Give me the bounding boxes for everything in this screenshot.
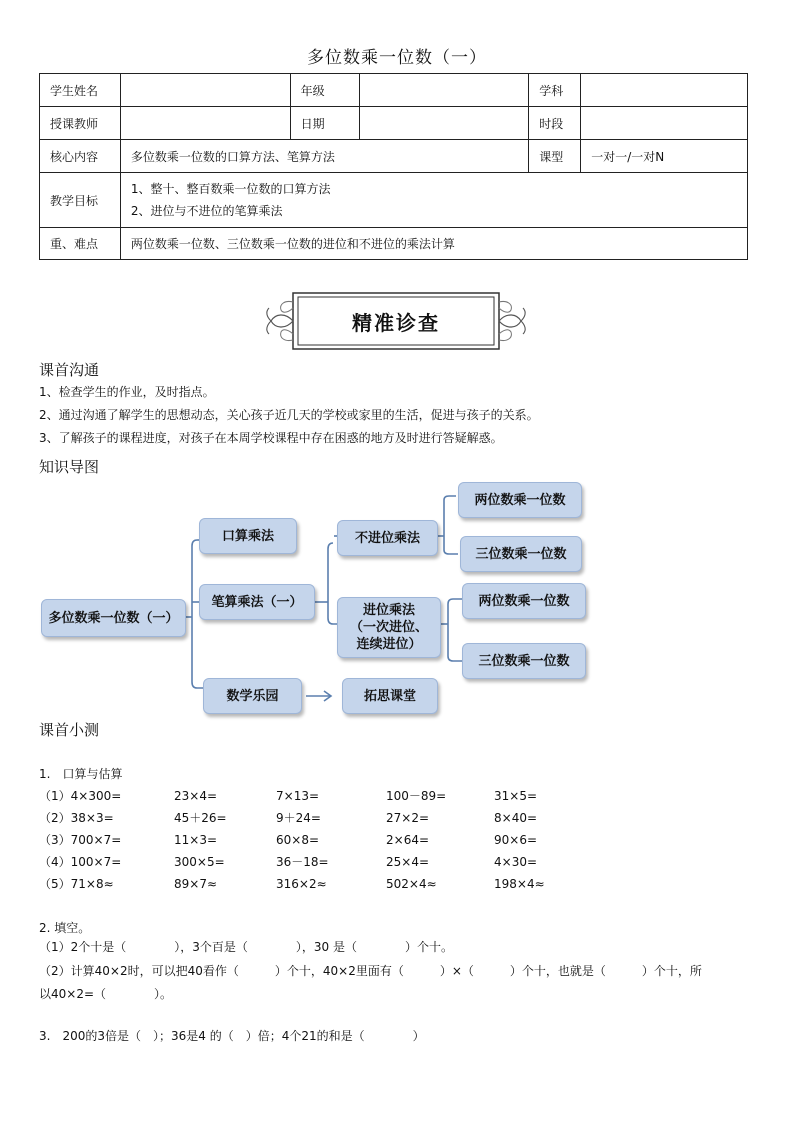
quiz-item: 502×4≈ [386, 877, 437, 891]
quiz-item: 89×7≈ [174, 877, 218, 891]
map-node-three-digit: 三位数乘一位数 [462, 643, 586, 679]
banner-title: 精准诊查 [352, 310, 440, 335]
subject-label: 学科 [529, 74, 581, 107]
carry-label-line: （一次进位、 [349, 620, 428, 635]
section-banner [263, 290, 529, 352]
pre-class-heading: 课首沟通 [39, 361, 100, 379]
mind-map [38, 478, 598, 718]
quiz-item: 300×5= [174, 855, 225, 869]
map-node-root: 多位数乘一位数（一） [41, 599, 186, 637]
question-2-title: 2. 填空。 [39, 921, 91, 935]
teacher-field[interactable] [120, 107, 290, 140]
quiz-item: 7×13= [276, 789, 320, 803]
map-node-three-digit: 三位数乘一位数 [460, 536, 582, 572]
quiz-item: 27×2= [386, 811, 430, 825]
map-node-fun: 数学乐园 [203, 678, 302, 714]
map-node-carry [337, 597, 441, 658]
map-node-no-carry: 不进位乘法 [337, 520, 438, 556]
quiz-item: 25×4= [386, 855, 430, 869]
quiz-item: 90×6= [494, 833, 538, 847]
core-content-label: 核心内容 [40, 140, 121, 173]
map-node-extend: 拓思课堂 [342, 678, 438, 714]
map-node-two-digit: 两位数乘一位数 [462, 583, 586, 619]
core-content-value: 多位数乘一位数的口算方法、笔算方法 [120, 140, 528, 173]
quiz-item: 45＋26= [174, 811, 227, 825]
goal-item: 2、进位与不进位的笔算乘法 [130, 204, 283, 218]
question-2-line: 以40×2=（ ）。 [39, 987, 173, 1001]
map-node-written: 笔算乘法（一） [199, 584, 315, 620]
period-label: 时段 [529, 107, 581, 140]
class-type-value: 一对一/一对N [581, 140, 748, 173]
question-2-line: （2）计算40×2时，可以把40看作（ ）个十，40×2里面有（ ）×（ ）个十，也就是（ ）个十，所 [39, 964, 702, 978]
quiz-item: （5）71×8≈ [39, 877, 114, 891]
carry-label-line: 进位乘法 [362, 603, 415, 618]
class-type-label: 课型 [529, 140, 581, 173]
quiz-item: 11×3= [174, 833, 218, 847]
subject-field[interactable] [581, 74, 748, 107]
lesson-info-table [39, 73, 748, 260]
question-2-line: （1）2个十是（ ），3个百是（ ），30 是（ ）个十。 [39, 940, 453, 954]
quiz-heading: 课首小测 [39, 721, 100, 739]
teacher-label: 授课教师 [40, 107, 121, 140]
key-points-value: 两位数乘一位数、三位数乘一位数的进位和不进位的乘法计算 [120, 228, 747, 260]
quiz-item: （1）4×300= [39, 789, 122, 803]
date-label: 日期 [290, 107, 359, 140]
goal-item: 1、整十、整百数乘一位数的口算方法 [130, 182, 331, 196]
grade-field[interactable] [359, 74, 529, 107]
quiz-item: （4）100×7= [39, 855, 122, 869]
pre-class-item: 2、通过沟通了解学生的思想动态，关心孩子近几天的学校或家里的生活，促进与孩子的关系。 [39, 408, 539, 422]
quiz-item: 100－89= [386, 789, 447, 803]
page-title: 多位数乘一位数（一） [307, 48, 487, 68]
key-points-label: 重、难点 [40, 228, 121, 260]
quiz-item: 23×4= [174, 789, 218, 803]
quiz-item: 198×4≈ [494, 877, 545, 891]
quiz-item: 9＋24= [276, 811, 321, 825]
grade-label: 年级 [290, 74, 359, 107]
pre-class-item: 1、检查学生的作业，及时指点。 [39, 385, 215, 399]
mind-map-heading: 知识导图 [39, 458, 100, 476]
question-1-title: 1. 口算与估算 [39, 767, 123, 781]
quiz-item: 60×8= [276, 833, 320, 847]
carry-label-line: 连续进位） [356, 637, 422, 652]
map-node-two-digit: 两位数乘一位数 [458, 482, 582, 518]
question-3: 3. 200的3倍是（ ）；36是4 的（ ）倍；4个21的和是（ ） [39, 1029, 425, 1043]
quiz-item: 36－18= [276, 855, 329, 869]
teaching-goals-value [120, 173, 747, 228]
period-field[interactable] [581, 107, 748, 140]
quiz-item: 8×40= [494, 811, 538, 825]
student-name-field[interactable] [120, 74, 290, 107]
map-node-oral: 口算乘法 [199, 518, 297, 554]
quiz-item: 4×30= [494, 855, 538, 869]
teaching-goals-label: 教学目标 [40, 173, 121, 228]
quiz-item: 31×5= [494, 789, 538, 803]
quiz-item: （2）38×3= [39, 811, 114, 825]
quiz-item: 316×2≈ [276, 877, 327, 891]
quiz-item: 2×64= [386, 833, 430, 847]
date-field[interactable] [359, 107, 529, 140]
pre-class-item: 3、了解孩子的课程进度，对孩子在本周学校课程中存在困惑的地方及时进行答疑解惑。 [39, 431, 503, 445]
student-name-label: 学生姓名 [40, 74, 121, 107]
quiz-item: （3）700×7= [39, 833, 122, 847]
